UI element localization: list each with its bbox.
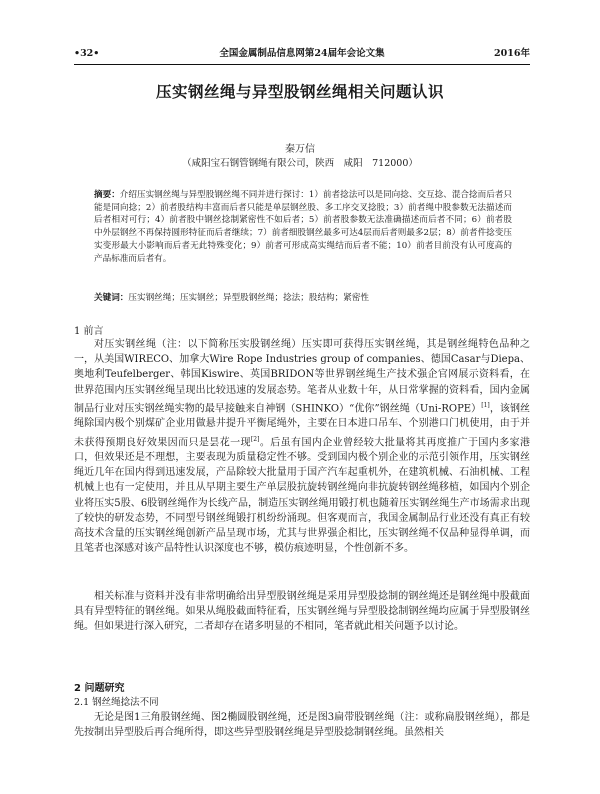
keywords-label: 关键词： [94,293,129,303]
citation-2: [2] [250,435,260,443]
affiliation: （咸阳宝石钢管钢绳有限公司，陕西 咸阳 712000） [182,158,418,169]
section2-paragraph-1: 无论是图1三角股钢丝绳、图2椭圆股钢丝绳，还是图3扁带股钢丝绳（注：或称扁股钢丝绳），都是先按制出异型股后再合绳所得，即这些异型股钢丝绳是异型股捻制钢丝绳。虽然相关 [74,712,530,739]
citation-1: [1] [481,401,490,409]
abstract-text: 介绍压实钢丝绳与异型股钢丝绳不同并进行探讨：1）前者捻法可以是同向捻、交互捻、混合捻而后者只能是同向捻；2）前者股结构丰富而后者只能是单层钢丝股、多工序交叉捻股；3）前者绳中股参数无法描述而后者相对可行；4）前者股中钢丝捻制紧密性不如后者；5）前者股参数无法准确描述而后者不同；6）前者股中外层钢丝不再保持圆形特征而后者继续；7）前者细股钢丝最多可达4层而后者则最多2层；8）前者件捻变压实变形最大小影响而后者无此特殊变化；9）前者可形成高实绳结而后者不能；10）前者目前没有认可度高的产品标准而后者有。 [94,190,512,264]
keywords [94,292,512,305]
header-year: 2016年 [494,48,530,59]
header-rule [74,64,530,65]
subsection-heading-2-1: 2.1 钢丝绳捻法不同 [74,697,159,708]
author: 秦万信 [285,144,315,155]
intro-p1-text-a: 对压实钢丝绳（注：以下简称压实股钢丝绳）压实即可获得压实钢丝绳，其是钢丝绳特色品种之一，从美国WIRECO、加拿大Wire Rope Industries group of companies、德国Casar与Diepa、奥地利Teufelberger、韩国Kiswire、英国BRIDON等世界钢丝绳生产技术强企官网展示资料看，在世界范围内压实钢丝绳呈现出比较迅速的发展态势。笔者从业数十年，从日常掌握的资料看，国内金属制品行业对压实钢丝绳实物的最早接触来自神钢（SHINKO）“优你”钢丝绳（Uni-ROPE） [74,339,530,415]
section-heading-introduction: 1 前言 [74,326,104,337]
intro-p1-text-b: ，该钢丝绳除国内极个别煤矿企业用做悬井提升平衡尾绳外，主要在日本进口吊车、个别港口门机使用，由于并未获得预期良好效果因而只是昙花一现 [74,403,531,448]
journal-title: 全国金属制品信息网第24届年会论文集 [219,48,385,59]
page-number: •32• [74,48,100,59]
section-heading-research: 2 问题研究 [74,683,125,694]
paper-title: 压实钢丝绳与异型股钢丝绳相关问题认识 [155,83,444,101]
intro-paragraph-1 [74,337,530,557]
abstract [94,189,512,265]
running-header [74,46,530,62]
keywords-text: 压实钢丝绳；压实钢丝；异型股钢丝绳；捻法；股结构；紧密性 [128,293,370,303]
intro-p1-text-c: 。后虽有国内企业曾经较大批量将其再度推广于国内多家港口，但效果还是不理想，主要表现为质量稳定性不够。受到国内极个别企业的示范引领作用，压实钢丝绳近几年在国内得到迅速发展，产品除较大批量用于国产汽车起重机外，在建筑机械、石油机械、工程机械上也有一定使用，并且从早期主要生产单层股抗旋转钢丝绳向非抗旋转钢丝绳移植，如国内个别企业将压实5股、6股钢丝绳作为长线产品，制造压实钢丝绳用锻打机也随着压实钢丝绳生产市场需求出现了较快的研发态势，不同型号钢丝绳锻打机纷纷涌现。但客观而言，我国金属制品行业还没有真正有较高技术含量的压实钢丝绳创新产品呈现市场，尤其与世界强企相比，压实钢丝绳不仅品种显得单调，而且笔者也深感对该产品特性认识深度也不够，模仿痕迹明显，个性创新不多。 [74,436,531,555]
abstract-label: 摘要： [94,190,120,200]
intro-paragraph-2: 相关标准与资料并没有非常明确给出异型股钢丝绳是采用异型股捻制的钢丝绳还是钢丝绳中股截面具有异型特征的钢丝绳。如果从绳股截面特征看，压实钢丝绳与异型股捻制钢丝绳均应属于异型股钢丝绳。但如果进行深入研究，二者却存在诸多明显的不相同，笔者就此相关问题予以讨论。 [74,591,530,633]
